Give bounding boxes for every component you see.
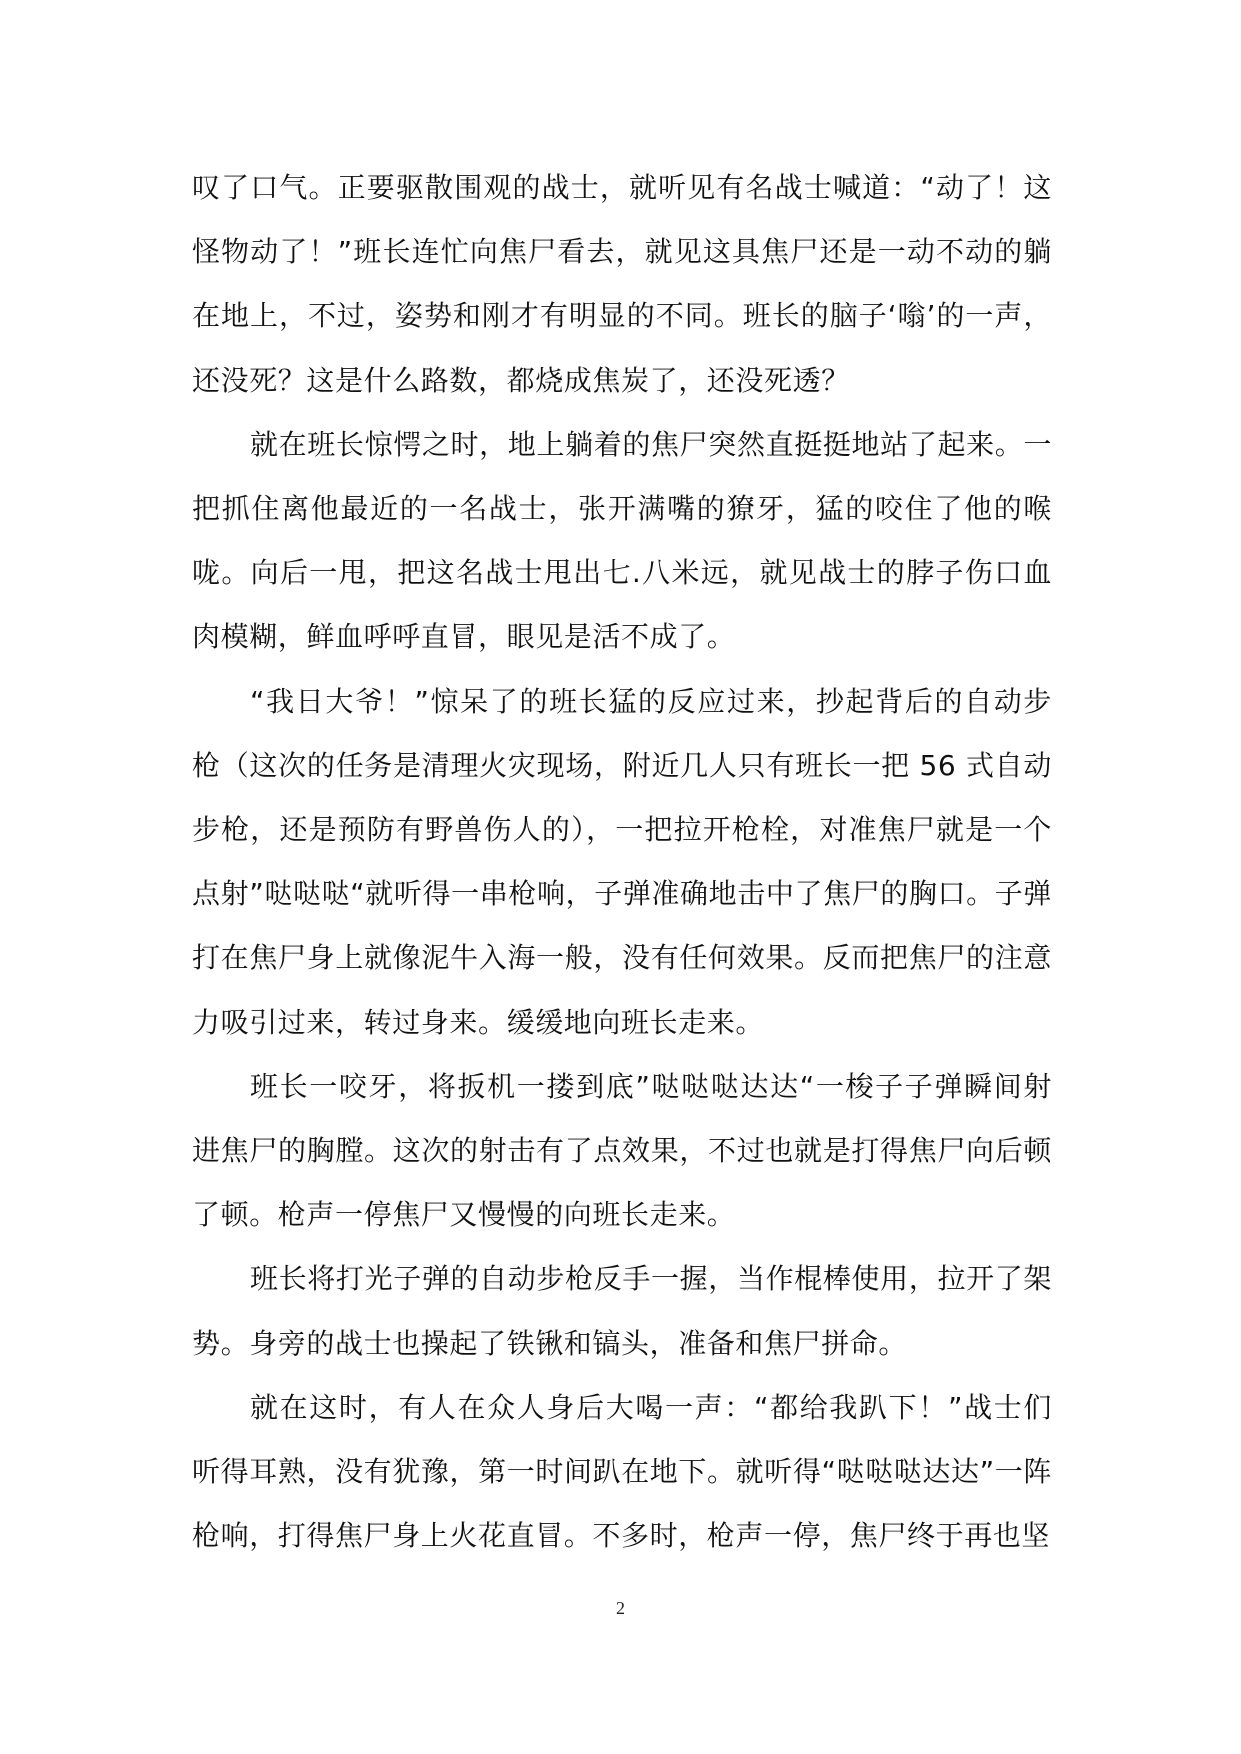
paragraph-3: “我日大爷！”惊呆了的班长猛的反应过来，抄起背后的自动步枪（这次的任务是清理火灾现场，附近几人只有班长一把 56 式自动步枪，还是预防有野兽伤人的），一把拉开枪栓，对准焦尸就是一个点射”哒哒哒“就听得一串枪响，子弹准确地击中了焦尸的胸口。子弹打在焦尸身上就像泥牛入海一般，没有任何效果。反而把焦尸的注意力吸引过来，转过身来。缓缓地向班长走来。	[192, 684, 1052, 1039]
paragraph-6: 就在这时，有人在众人身后大喝一声：“都给我趴下！”战士们听得耳熟，没有犹豫，第一时间趴在地下。就听得“哒哒哒达达”一阵枪响，打得焦尸身上火花直冒。不多时，枪声一停，焦尸终于再也坚	[192, 1390, 1052, 1553]
paragraph-4: 班长一咬牙，将扳机一搂到底”哒哒哒达达“一梭子子弹瞬间射进焦尸的胸膛。这次的射击有了点效果，不过也就是打得焦尸向后顿了顿。枪声一停焦尸又慢慢的向班长走来。	[192, 1069, 1052, 1232]
body-text	[192, 156, 1052, 1568]
paragraph-1: 叹了口气。正要驱散围观的战士，就听见有名战士喊道：“动了！这怪物动了！”班长连忙向焦尸看去，就见这具焦尸还是一动不动的躺在地上，不过，姿势和刚才有明显的不同。班长的脑子‘嗡’的一声，还没死？这是什么路数，都烧成焦炭了，还没死透？	[192, 171, 1052, 397]
paragraph-2: 就在班长惊愕之时，地上躺着的焦尸突然直挺挺地站了起来。一把抓住离他最近的一名战士，张开满嘴的獠牙，猛的咬住了他的喉咙。向后一甩，把这名战士甩出七.八米远，就见战士的脖子伤口血肉模糊，鲜血呼呼直冒，眼见是活不成了。	[192, 427, 1052, 654]
paragraph-5: 班长将打光子弹的自动步枪反手一握，当作棍棒使用，拉开了架势。身旁的战士也操起了铁锹和镐头，准备和焦尸拼命。	[192, 1262, 1052, 1360]
page-number: 2	[616, 1598, 625, 1618]
